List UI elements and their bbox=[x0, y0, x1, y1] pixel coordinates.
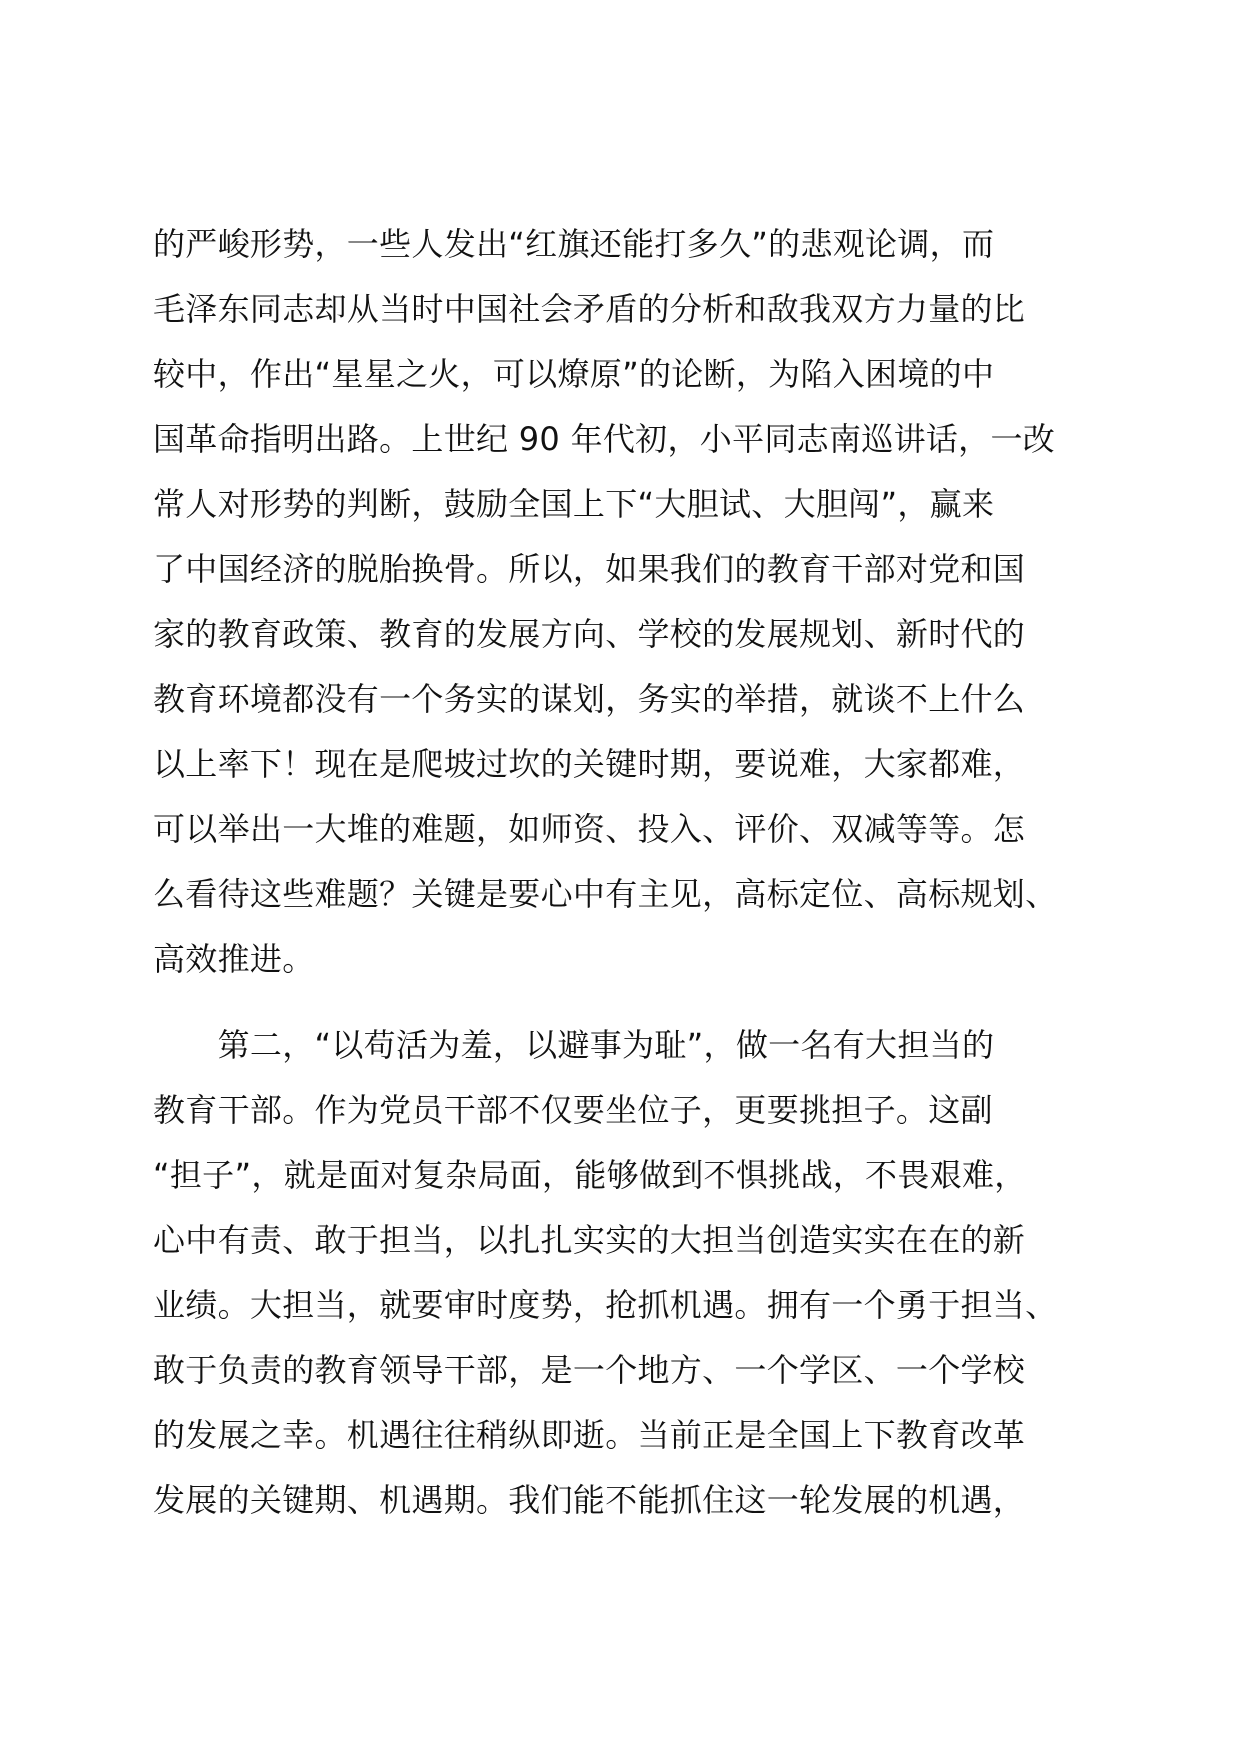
text-line: 教育干部。作为党员干部不仅要坐位子，更要挑担子。这副 bbox=[153, 1091, 993, 1129]
text-line: 的发展之幸。机遇往往稍纵即逝。当前正是全国上下教育改革 bbox=[153, 1416, 1026, 1454]
text-line: 业绩。大担当，就要审时度势，抢抓机遇。拥有一个勇于担当、 bbox=[153, 1286, 1058, 1324]
text-line: 敢于负责的教育领导干部，是一个地方、一个学区、一个学校 bbox=[153, 1351, 1026, 1389]
text-line: 常人对形势的判断，鼓励全国上下“大胆试、大胆闯”，赢来 bbox=[153, 485, 995, 523]
text-line: 可以举出一大堆的难题，如师资、投入、评价、双减等等。怎 bbox=[153, 810, 1026, 848]
text-line: 心中有责、敢于担当，以扎扎实实的大担当创造实实在在的新 bbox=[153, 1221, 1026, 1259]
text-line: 较中，作出“星星之火，可以燎原”的论断，为陷入困境的中 bbox=[153, 355, 995, 393]
text-line: 毛泽东同志却从当时中国社会矛盾的分析和敌我双方力量的比 bbox=[153, 290, 1026, 328]
text-line: 发展的关键期、机遇期。我们能不能抓住这一轮发展的机遇， bbox=[153, 1481, 1026, 1519]
text-line: 么看待这些难题？关键是要心中有主见，高标定位、高标规划、 bbox=[153, 875, 1058, 913]
text-line: 的严峻形势，一些人发出“红旗还能打多久”的悲观论调，而 bbox=[153, 225, 995, 263]
paragraph-1 bbox=[153, 212, 1113, 992]
text-line: 第二，“以苟活为羞，以避事为耻”，做一名有大担当的 bbox=[153, 1026, 995, 1064]
text-line: “担子”，就是面对复杂局面，能够做到不惧挑战，不畏艰难， bbox=[153, 1156, 1027, 1194]
text-line: 国革命指明出路。上世纪 90 年代初，小平同志南巡讲话，一改 bbox=[153, 420, 1056, 458]
text-line: 了中国经济的脱胎换骨。所以，如果我们的教育干部对党和国 bbox=[153, 550, 1026, 588]
text-line: 教育环境都没有一个务实的谋划，务实的举措，就谈不上什么 bbox=[153, 680, 1026, 718]
text-line: 家的教育政策、教育的发展方向、学校的发展规划、新时代的 bbox=[153, 615, 1026, 653]
paragraph-2 bbox=[153, 1013, 1113, 1533]
text-line: 以上率下！现在是爬坡过坎的关键时期，要说难，大家都难， bbox=[153, 745, 1026, 783]
text-line: 高效推进。 bbox=[153, 940, 315, 978]
